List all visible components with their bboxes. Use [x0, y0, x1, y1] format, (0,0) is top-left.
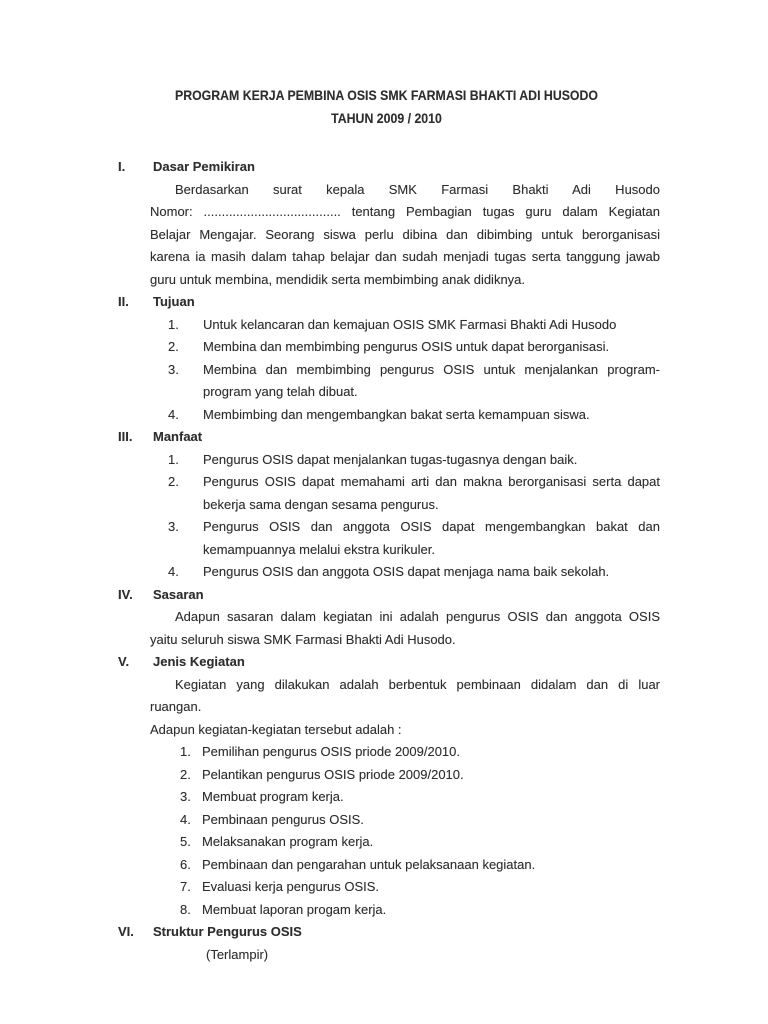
- list-item: [150, 876, 660, 899]
- list-item: [150, 449, 660, 472]
- text-line: Pelantikan pengurus OSIS priode 2009/2010.: [202, 766, 464, 782]
- section-numeral: III.: [118, 429, 133, 444]
- text-line: Melaksanakan program kerja.: [202, 834, 374, 849]
- list-item-number: 3.: [180, 789, 191, 804]
- paragraph: [150, 719, 660, 742]
- list-item-text: [203, 561, 660, 584]
- section-numeral: IV.: [118, 586, 133, 602]
- text-line: Nomor: ...................................... tentang Pembagian tugas guru dalam Kegiatan: [150, 204, 660, 219]
- list-item: [150, 741, 660, 764]
- section: [118, 651, 660, 921]
- list-item-text: [203, 336, 660, 359]
- list-item-number: 5.: [180, 834, 191, 849]
- list-item-text: [202, 854, 660, 877]
- list-item-text: [202, 764, 660, 787]
- text-line: Adapun sasaran dalam kegiatan ini adalah pengurus OSIS dan anggota OSIS: [175, 609, 660, 624]
- text-line: yaitu seluruh siswa SMK Farmasi Bhakti Adi Husodo.: [150, 631, 456, 647]
- list-item: [150, 899, 660, 922]
- document-title: PROGRAM KERJA PEMBINA OSIS SMK FARMASI BHAKTI ADI HUSODO: [174, 87, 599, 103]
- text-line: guru untuk membina, mendidik serta membimbing anak didiknya.: [150, 271, 526, 287]
- numbered-list: [150, 449, 660, 584]
- section-header: [118, 426, 660, 449]
- list-item: [150, 764, 660, 787]
- text-line: Membuat program kerja.: [202, 789, 344, 804]
- text-line: Pengurus OSIS dapat menjalankan tugas-tugasnya dengan baik.: [203, 451, 578, 467]
- section-numeral: V.: [118, 654, 130, 669]
- list-item-number: 2.: [168, 339, 179, 354]
- list-item-text: [202, 809, 660, 832]
- list-item-number: 3.: [168, 361, 179, 377]
- document-title-block: [113, 84, 660, 130]
- text-line: Pengurus OSIS dapat memahami arti dan makna berorganisasi serta dapat: [203, 474, 660, 489]
- text-line: Membina dan membimbing pengurus OSIS untuk menjalankan program-: [203, 361, 660, 377]
- list-item: [150, 809, 660, 832]
- list-item-number: 1.: [180, 744, 191, 759]
- list-item: [150, 854, 660, 877]
- section-numeral: I.: [118, 159, 126, 174]
- list-item: [150, 404, 660, 427]
- list-item-number: 4.: [168, 564, 179, 579]
- text-line: Pembinaan pengurus OSIS.: [202, 811, 364, 827]
- section: [118, 156, 660, 291]
- text-line: Membina dan membimbing pengurus OSIS untuk dapat berorganisasi.: [203, 339, 610, 354]
- section-heading: Tujuan: [153, 294, 195, 309]
- list-item-number: 1.: [168, 316, 179, 332]
- list-item: [150, 786, 660, 809]
- list-item-text: [203, 449, 660, 472]
- list-item-text: [203, 516, 660, 561]
- numbered-list: [150, 741, 660, 921]
- text-line: (Terlampir): [206, 946, 269, 962]
- section: [118, 584, 660, 652]
- paragraph: [150, 944, 660, 967]
- section-heading: Sasaran: [153, 586, 204, 602]
- section-numeral: II.: [118, 294, 129, 309]
- list-item: [150, 471, 660, 516]
- text-line: Membuat laporan progam kerja.: [202, 901, 387, 917]
- section: [118, 426, 660, 584]
- section: [118, 291, 660, 426]
- text-line: Pembinaan dan pengarahan untuk pelaksanaan kegiatan.: [202, 856, 536, 872]
- list-item-number: 6.: [180, 856, 191, 872]
- list-item-text: [202, 831, 660, 854]
- text-line: kemampuannya melalui ekstra kurikuler.: [203, 541, 435, 557]
- text-line: Untuk kelancaran dan kemajuan OSIS SMK Farmasi Bhakti Adi Husodo: [203, 316, 617, 332]
- paragraph: [150, 179, 660, 292]
- list-item-number: 4.: [168, 406, 179, 422]
- list-item: [150, 359, 660, 404]
- text-line: Evaluasi kerja pengurus OSIS.: [202, 879, 380, 894]
- list-item-text: [202, 876, 660, 899]
- document-subtitle: TAHUN 2009 / 2010: [331, 110, 442, 126]
- text-line: Belajar Mengajar. Seorang siswa perlu dibina dan dibimbing untuk berorganisasi: [150, 226, 660, 242]
- text-line: Membimbing dan mengembangkan bakat serta kemampuan siswa.: [203, 406, 590, 422]
- list-item-number: 8.: [180, 901, 191, 917]
- list-item-text: [202, 741, 660, 764]
- paragraph: [150, 674, 660, 719]
- text-line: Pemilihan pengurus OSIS priode 2009/2010.: [202, 744, 461, 759]
- text-line: Adapun kegiatan-kegiatan tersebut adalah :: [150, 721, 402, 737]
- text-line: Berdasarkan surat kepala SMK Farmasi Bhakti Adi Husodo: [175, 181, 660, 197]
- list-item-text: [202, 899, 660, 922]
- sections-container: [118, 156, 660, 966]
- list-item-text: [202, 786, 660, 809]
- section-header: [118, 584, 660, 607]
- list-item-text: [203, 404, 660, 427]
- text-line: Kegiatan yang dilakukan adalah berbentuk pembinaan didalam dan di luar: [175, 676, 660, 692]
- list-item-text: [203, 314, 660, 337]
- numbered-list: [150, 314, 660, 427]
- list-item-number: 2.: [168, 474, 179, 489]
- text-line: Pengurus OSIS dan anggota OSIS dapat mengembangkan bakat dan: [203, 519, 660, 534]
- list-item-number: 3.: [168, 519, 179, 534]
- text-line: bekerja sama dengan sesama pengurus.: [203, 496, 439, 512]
- section-header: [118, 651, 660, 674]
- section: [118, 921, 660, 966]
- list-item: [150, 516, 660, 561]
- list-item-number: 1.: [168, 451, 179, 467]
- section-heading: Jenis Kegiatan: [153, 654, 245, 669]
- list-item: [150, 831, 660, 854]
- list-item-text: [203, 359, 660, 404]
- list-item: [150, 336, 660, 359]
- section-heading: Struktur Pengurus OSIS: [153, 924, 302, 939]
- list-item-number: 7.: [180, 879, 191, 894]
- list-item: [150, 314, 660, 337]
- section-numeral: VI.: [118, 924, 134, 939]
- text-line: karena ia masih dalam tahap belajar dan sudah menjadi tugas serta tanggung jawab: [150, 249, 660, 264]
- text-line: ruangan.: [150, 699, 202, 714]
- section-heading: Manfaat: [153, 429, 203, 444]
- section-header: [118, 921, 660, 944]
- text-line: program yang telah dibuat.: [203, 384, 358, 399]
- section-heading: Dasar Pemikiran: [153, 159, 255, 174]
- section-header: [118, 156, 660, 179]
- text-line: Pengurus OSIS dan anggota OSIS dapat menjaga nama baik sekolah.: [203, 564, 610, 579]
- list-item-number: 4.: [180, 811, 191, 827]
- list-item-text: [203, 471, 660, 516]
- paragraph: [150, 606, 660, 651]
- list-item: [150, 561, 660, 584]
- list-item-number: 2.: [180, 766, 191, 782]
- section-header: [118, 291, 660, 314]
